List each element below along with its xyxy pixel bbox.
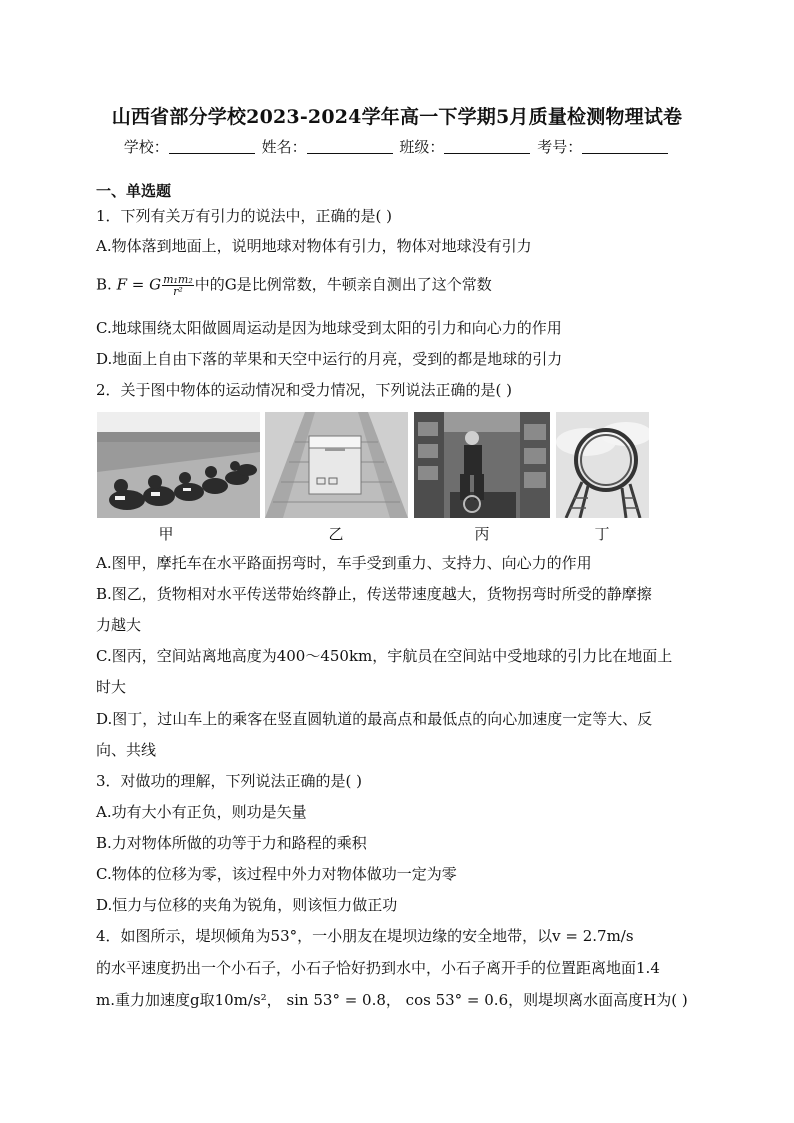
section-heading: 一、单选题 bbox=[96, 182, 172, 200]
q3-option-a: A.功有大小有正负，则功是矢量 bbox=[96, 803, 307, 821]
exam-no-label: 考号： bbox=[537, 138, 583, 156]
q4-line2: 的水平速度扔出一个小石子，小石子恰好扔到水中，小石子离开手的位置距离地面1.4 bbox=[96, 959, 660, 977]
school-label: 学校： bbox=[123, 138, 169, 156]
q3-option-d: D.恒力与位移的夹角为锐角，则该恒力做正功 bbox=[96, 896, 398, 914]
class-blank bbox=[444, 139, 530, 154]
q2-option-a: A.图甲，摩托车在水平路面拐弯时，车手受到重力、支持力、向心力的作用 bbox=[96, 554, 592, 572]
q4-line1: 4．如图所示，堤坝倾角为53°，一小朋友在堤坝边缘的安全地带，以v = 2.7m/s bbox=[96, 927, 634, 945]
q2-option-c-line1: C.图丙，空间站离地高度为400～450km，宇航员在空间站中受地球的引力比在地面上 bbox=[96, 647, 673, 665]
photo-motorcycles bbox=[97, 412, 260, 518]
q2-option-b-line2: 力越大 bbox=[96, 616, 142, 634]
q2-option-b-line1: B.图乙，货物相对水平传送带始终静止，传送带速度越大，货物拐弯时所受的静摩擦 bbox=[96, 585, 652, 603]
q3-stem: 3．对做功的理解，下列说法正确的是( ) bbox=[96, 772, 363, 790]
class-label: 班级： bbox=[399, 138, 445, 156]
q3-option-b: B.力对物体所做的功等于力和路程的乘积 bbox=[96, 834, 367, 852]
q1-b-text: 中的G是比例常数，牛顿亲自测出了这个常数 bbox=[194, 275, 492, 294]
q1-option-c: C.地球围绕太阳做圆周运动是因为地球受到太阳的引力和向心力的作用 bbox=[96, 319, 562, 337]
q2-option-c-line2: 时大 bbox=[96, 678, 127, 696]
q4-line3: m.重力加速度g取10m/s²， sin 53° = 0.8， cos 53° = 0.6，则堤坝离水面高度H为( ) bbox=[96, 991, 688, 1009]
q1-formula-lhs: F = G bbox=[116, 275, 162, 294]
photo-conveyor bbox=[265, 412, 408, 518]
q1-formula-numerator: m₁m₂ bbox=[163, 273, 193, 286]
caption-yi: 乙 bbox=[328, 525, 344, 543]
exam-no-blank bbox=[582, 139, 668, 154]
student-info-row bbox=[0, 136, 794, 157]
caption-ding: 丁 bbox=[594, 525, 610, 543]
q1-option-a: A.物体落到地面上，说明地球对物体有引力，物体对地球没有引力 bbox=[96, 237, 532, 255]
caption-bing: 丙 bbox=[474, 525, 490, 543]
q1-b-prefix: B. bbox=[96, 275, 112, 294]
q1-option-d: D.地面上自由下落的苹果和天空中运行的月亮，受到的都是地球的引力 bbox=[96, 350, 563, 368]
caption-jia: 甲 bbox=[158, 525, 174, 543]
name-label: 姓名： bbox=[261, 138, 307, 156]
q1-formula-fraction bbox=[162, 274, 194, 297]
q1-option-b bbox=[96, 274, 492, 297]
page-title: 山西省部分学校2023-2024学年高一下学期5月质量检测物理试卷 bbox=[111, 106, 683, 128]
q3-option-c: C.物体的位移为零，该过程中外力对物体做功一定为零 bbox=[96, 865, 457, 883]
photo-roller-coaster bbox=[556, 412, 649, 518]
q2-stem: 2．关于图中物体的运动情况和受力情况，下列说法正确的是( ) bbox=[96, 381, 513, 399]
q2-option-d-line2: 向、共线 bbox=[96, 741, 157, 759]
q1-formula-denominator: r² bbox=[173, 285, 183, 298]
name-blank bbox=[307, 139, 393, 154]
q1-stem: 1．下列有关万有引力的说法中，正确的是( ) bbox=[96, 207, 393, 225]
q2-option-d-line1: D.图丁，过山车上的乘客在竖直圆轨道的最高点和最低点的向心加速度一定等大、反 bbox=[96, 710, 653, 728]
photo-space-station bbox=[414, 412, 550, 518]
school-blank bbox=[169, 139, 255, 154]
